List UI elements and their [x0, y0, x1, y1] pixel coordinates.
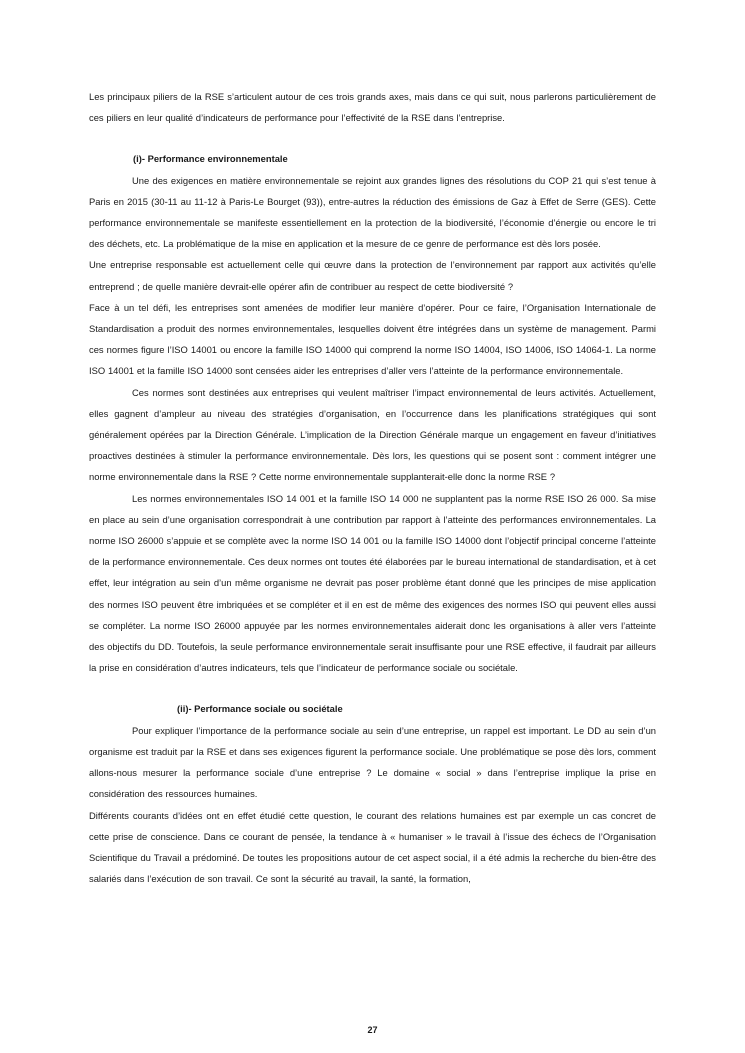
- paragraph: Différents courants d’idées ont en effet étudié cette question, le courant des relations humaines est par exemple un cas concret de cette prise de conscience. Dans ce courant de pensée, la tendance à « humaniser » le travail à l’issue des échecs de l’Organisation Scientifique du Travail a prédominé. De toutes les propositions autour de cet aspect social, il a été admis la recherche du bien-être des salariés dans l’exécution de son travail. Ce sont la sécurité au travail, la santé, la formation,: [89, 809, 656, 885]
- intro-paragraph: Les principaux piliers de la RSE s’articulent autour de ces trois grands axes, mais dans ce qui suit, nous parlerons particulièrement de ces piliers en leur qualité d’indicateurs de performance pour l’effectivité de la RSE dans l’entreprise.: [89, 91, 656, 124]
- paragraph: Une des exigences en matière environnementale se rejoint aux grandes lignes des résolutions du COP 21 qui s’est tenue à Paris en 2015 (30-11 au 11-12 à Paris-Le Bourget (93)), entre-autres la réduction des émissions de Gaz à Effet de Serre (GES). Cette performance environnementale se manifeste essentiellement en la protection de la biodiversité, l’économie d’énergie ou encore le tri des déchets, etc. La problématique de la mise en application et la mesure de ce genre de performance est dès lors posée.: [89, 174, 656, 250]
- section-heading-environmental: (i)- Performance environnementale: [133, 153, 288, 165]
- paragraph: Face à un tel défi, les entreprises sont amenées de modifier leur manière d’opérer. Pour ce faire, l’Organisation Internationale de Standardisation a produit des normes environnementales, lesquelles doivent être intégrées dans un système de management. Parmi ces normes figure l’ISO 14001 ou encore la famille ISO 14000 qui comprend la norme ISO 14004, ISO 14006, ISO 14064-1. La norme ISO 14001 et la famille ISO 14000 sont censées aider les entreprises d’aller vers l’atteinte de la performance environnementale.: [89, 301, 656, 377]
- section-heading-social: (ii)- Performance sociale ou sociétale: [177, 703, 343, 715]
- paragraph: Les normes environnementales ISO 14 001 et la famille ISO 14 000 ne supplantent pas la norme RSE ISO 26 000. Sa mise en place au sein d’une organisation correspondrait à une contribution par rapport à l’atteinte des performances environnementales. La norme ISO 26000 s’appuie et se complète avec la norme ISO 14 001 ou la famille ISO 14000 dont l’objectif principal concerne l’atteinte de la performance environnementale. Ces deux normes ont toutes été élaborées par le bureau international de standardisation, et à cet effet, leur intégration au sein d’un même organisme ne devrait pas poser problème étant donné que les principes de mise application des normes ISO peuvent être imbriquées et se compléter et il en est de même des exigences des normes ISO qui peuvent elles aussi se compléter. La norme ISO 26000 appuyée par les normes environnementales aiderait donc les organisations à aller vers l’atteinte des objectifs du DD. Toutefois, la seule performance environnementale serait insuffisante pour une RSE effective, il faudrait par ailleurs la prise en considération d’autres indicateurs, tels que l’indicateur de performance sociale ou sociétale.: [89, 492, 656, 674]
- paragraph: Une entreprise responsable est actuellement celle qui œuvre dans la protection de l’environnement par rapport aux activités qu’elle entreprend ; de quelle manière devrait-elle opérer afin de contribuer au respect de cette biodiversité ?: [89, 259, 656, 292]
- page-number: 27: [367, 1025, 378, 1035]
- document-page: [89, 86, 656, 889]
- paragraph: Ces normes sont destinées aux entreprises qui veulent maîtriser l’impact environnemental de leurs activités. Actuellement, elles gagnent d’ampleur au niveau des stratégies d’organisation, en l’occurrence dans les planifications stratégiques qui sont généralement opérées par la Direction Générale. L’implication de la Direction Générale marque un engagement en faveur d’initiatives proactives destinées à stimuler la performance environnementale. Dès lors, les questions qui se posent sont : comment intégrer une norme environnementale dans la RSE ? Cette norme environnementale supplanterait-elle donc la norme RSE ?: [89, 386, 656, 483]
- paragraph: Pour expliquer l’importance de la performance sociale au sein d’une entreprise, un rappel est important. Le DD au sein d’un organisme est traduit par la RSE et dans ses exigences figurent la performance sociale. Une problématique se pose dès lors, comment allons-nous mesurer la performance sociale d’une entreprise ? Le domaine « social » dans l’entreprise implique la prise en considération des ressources humaines.: [89, 724, 656, 800]
